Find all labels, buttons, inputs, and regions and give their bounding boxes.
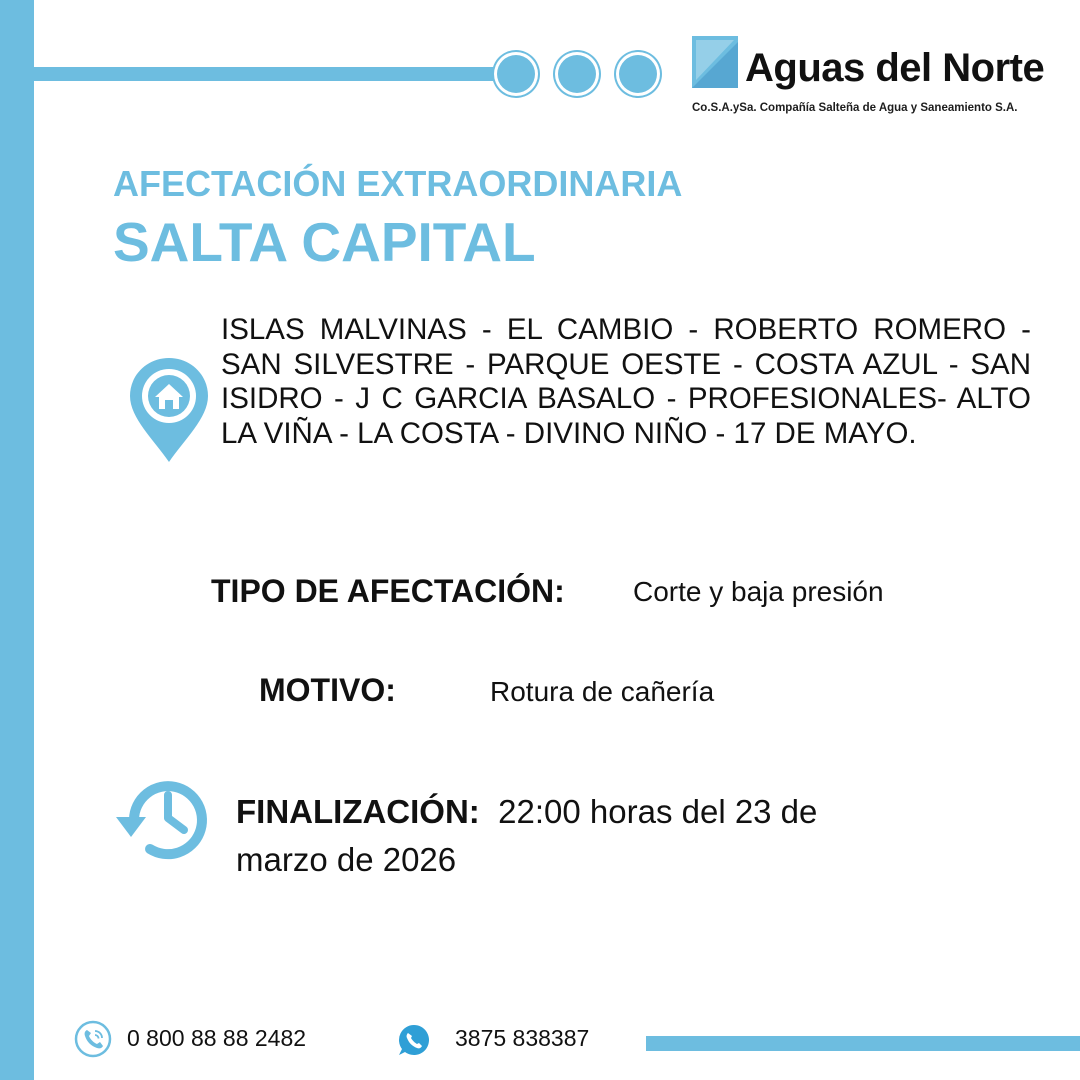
finalizacion-value: 22:00 horas del 23 de marzo de 2026	[236, 793, 818, 878]
decorative-dot	[616, 52, 660, 96]
clock-history-icon	[112, 771, 216, 865]
top-accent-line	[34, 67, 504, 81]
phone-number: 0 800 88 88 2482	[127, 1025, 307, 1051]
whatsapp-icon	[396, 1022, 432, 1058]
tipo-label: TIPO DE AFECTACIÓN:	[211, 573, 565, 609]
finalizacion-label: FINALIZACIÓN:	[236, 793, 480, 830]
brand-logo	[692, 34, 1062, 124]
motivo-label: MOTIVO:	[259, 672, 396, 708]
tipo-value: Corte y baja presión	[633, 576, 884, 607]
affected-neighborhoods: ISLAS MALVINAS - EL CAMBIO - ROBERTO ROMERO - SAN SILVESTRE - PARQUE OESTE - COSTA AZUL - SAN ISIDRO - J C GARCIA BASALO - PROFESIONALES- ALTO LA VIÑA - LA COSTA - DIVINO NIÑO - 17 DE MAYO.	[221, 313, 1031, 450]
decorative-dot	[555, 52, 599, 96]
decorative-dot	[494, 52, 538, 96]
notice-location: SALTA CAPITAL	[113, 211, 536, 273]
bottom-accent-line	[646, 1036, 1080, 1051]
whatsapp-number: 3875 838387	[455, 1025, 590, 1051]
location-pin-home-icon	[126, 354, 212, 466]
brand-name: Aguas del Norte	[745, 46, 1045, 90]
finalizacion-block	[236, 788, 896, 884]
motivo-value: Rotura de cañería	[490, 676, 715, 707]
brand-subtitle: Co.S.A.ySa. Compañía Salteña de Agua y Saneamiento S.A.	[692, 102, 1018, 114]
notice-title: AFECTACIÓN EXTRAORDINARIA	[113, 163, 683, 204]
logo-mark-icon	[692, 36, 738, 88]
left-accent-bar	[0, 0, 34, 1080]
phone-icon	[74, 1020, 112, 1058]
